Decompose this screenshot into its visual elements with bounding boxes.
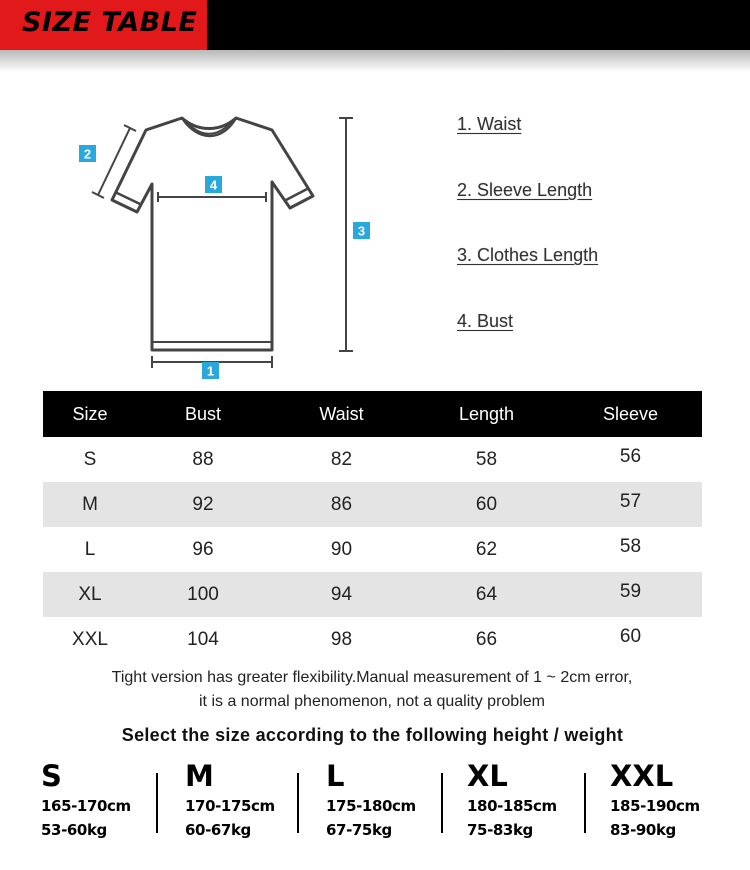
sleeve-measure-line <box>98 128 130 195</box>
guide-divider <box>584 773 586 833</box>
guide-height: 185-190cm <box>610 797 700 815</box>
guide-weight: 67-75kg <box>326 821 392 839</box>
header-waist: Waist <box>269 391 414 437</box>
table-row <box>43 437 702 482</box>
marker-2 <box>79 145 96 162</box>
note-line-2: it is a normal phenomenon, not a quality problem <box>199 693 545 710</box>
guide-divider <box>441 773 443 833</box>
cell-waist: 86 <box>269 482 414 527</box>
cell-sleeve: 57 <box>559 482 702 527</box>
guide-size-label: M <box>185 759 214 793</box>
cell-length: 66 <box>475 628 498 650</box>
cell-length: 64 <box>414 572 559 617</box>
guide-height: 175-180cm <box>326 797 416 815</box>
guide-weight: 60-67kg <box>185 821 251 839</box>
guide-size-label: S <box>41 759 62 793</box>
guide-height: 180-185cm <box>467 797 557 815</box>
cell-sleeve: 56 <box>619 446 642 467</box>
guide-size-label: L <box>326 759 345 793</box>
marker-3 <box>353 222 370 239</box>
tshirt-diagram <box>60 100 400 390</box>
cell-waist: 94 <box>269 572 414 617</box>
cell-waist: 98 <box>330 628 353 650</box>
tshirt-outline <box>112 118 313 350</box>
guide-size-xxl <box>610 758 700 842</box>
cell-bust: 96 <box>192 538 214 560</box>
guide-weight: 75-83kg <box>467 821 533 839</box>
header-sleeve: Sleeve <box>559 391 702 437</box>
legend-waist: 1. Waist <box>457 114 522 134</box>
cell-sleeve: 60 <box>619 626 642 647</box>
cell-bust: 92 <box>137 482 269 527</box>
cell-size: L <box>84 538 96 560</box>
svg-text:1: 1 <box>206 363 215 379</box>
cell-length: 60 <box>414 482 559 527</box>
guide-size-label: XXL <box>610 759 674 793</box>
table-header-row <box>43 391 702 437</box>
banner-shadow <box>0 50 750 72</box>
marker-1 <box>202 362 219 379</box>
svg-text:4: 4 <box>209 177 218 193</box>
header-bust: Bust <box>137 391 269 437</box>
marker-4 <box>205 176 222 193</box>
header-length: Length <box>414 391 559 437</box>
guide-title: Select the size according to the following height / weight <box>121 725 624 745</box>
cell-size: M <box>43 482 137 527</box>
table-row <box>43 572 702 617</box>
guide-weight: 53-60kg <box>41 821 107 839</box>
guide-size-xl <box>467 758 557 842</box>
cell-size: XXL <box>72 628 108 650</box>
table-row <box>43 482 702 527</box>
cell-waist: 82 <box>330 448 353 470</box>
cell-size: S <box>83 448 97 470</box>
legend-sleeve-length: 2. Sleeve Length <box>457 180 593 200</box>
size-table <box>43 391 702 662</box>
cell-sleeve: 59 <box>559 572 702 617</box>
cell-bust: 104 <box>187 628 219 650</box>
cell-bust: 88 <box>192 448 214 470</box>
guide-divider <box>297 773 299 833</box>
guide-height: 170-175cm <box>185 797 275 815</box>
header-size: Size <box>43 391 137 437</box>
guide-size-s <box>41 758 131 842</box>
legend-clothes-length: 3. Clothes Length <box>457 245 599 265</box>
page-title: SIZE TABLE <box>22 7 198 38</box>
legend-bust: 4. Bust <box>457 311 514 331</box>
table-row <box>43 617 702 662</box>
header-title-block <box>0 0 207 50</box>
table-row <box>43 527 702 572</box>
guide-size-label: XL <box>467 759 508 793</box>
cell-waist: 90 <box>330 538 353 560</box>
guide-size-m <box>185 758 275 842</box>
note-line-1: Tight version has greater flexibility.Manual measurement of 1 ~ 2cm error, <box>111 669 633 686</box>
cell-length: 58 <box>475 448 498 470</box>
svg-text:2: 2 <box>83 146 92 162</box>
cell-length: 62 <box>475 538 498 560</box>
cell-sleeve: 58 <box>619 536 642 557</box>
svg-text:3: 3 <box>357 223 366 239</box>
guide-height: 165-170cm <box>41 797 131 815</box>
cell-size: XL <box>43 572 137 617</box>
guide-size-l <box>326 758 416 842</box>
cell-bust: 100 <box>137 572 269 617</box>
guide-weight: 83-90kg <box>610 821 676 839</box>
guide-divider <box>156 773 158 833</box>
